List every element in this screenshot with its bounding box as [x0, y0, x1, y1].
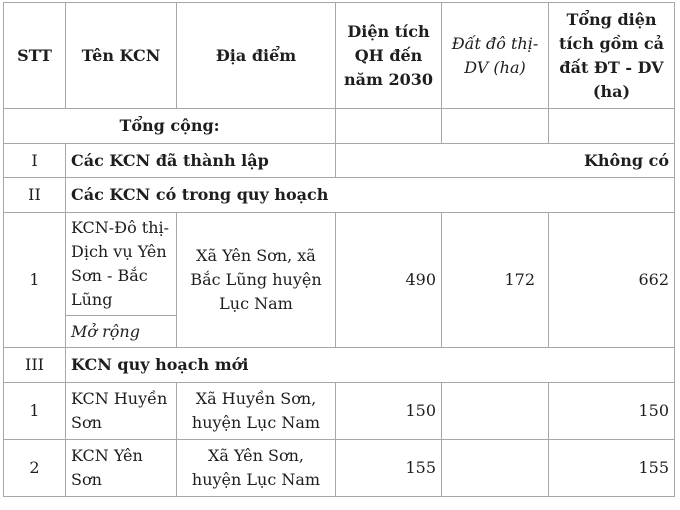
row-3-1-dia-diem: Xã Huyền Sơn, huyện Lục Nam	[177, 383, 336, 440]
header-ten-kcn: Tên KCN	[66, 3, 177, 109]
row-3-2-dia-diem: Xã Yên Sơn, huyện Lục Nam	[177, 440, 336, 497]
total-row	[4, 109, 675, 144]
table-row	[4, 213, 675, 316]
section-3-label: KCN quy hoạch mới	[66, 348, 675, 383]
row-2-1-dia-diem: Xã Yên Sơn, xã Bắc Lũng huyện Lục Nam	[177, 213, 336, 348]
row-3-1-dat-do-thi	[442, 383, 549, 440]
section-3-stt: III	[4, 348, 66, 383]
header-dat-do-thi: Đất đô thị-DV (ha)	[442, 3, 549, 109]
row-3-2-ten: KCN Yên Sơn	[66, 440, 177, 497]
total-tong-cell	[549, 109, 675, 144]
row-2-1-tong: 662	[549, 213, 675, 348]
section-2-label: Các KCN có trong quy hoạch	[66, 178, 675, 213]
header-dia-diem: Địa điểm	[177, 3, 336, 109]
section-row-3	[4, 348, 675, 383]
total-dien-tich-cell	[336, 109, 442, 144]
row-3-1-tong: 150	[549, 383, 675, 440]
row-3-2-tong: 155	[549, 440, 675, 497]
row-3-1-dien-tich: 150	[336, 383, 442, 440]
industrial-zone-table	[3, 2, 675, 497]
section-1-label: Các KCN đã thành lập	[66, 144, 336, 178]
header-dien-tich: Diện tích QH đến năm 2030	[336, 3, 442, 109]
row-2-1-mo-rong: Mở rộng	[66, 316, 177, 348]
section-1-stt: I	[4, 144, 66, 178]
total-label: Tổng cộng:	[4, 109, 336, 144]
header-tong-dien-tich: Tổng diện tích gồm cả đất ĐT - DV (ha)	[549, 3, 675, 109]
total-dat-do-thi-cell	[442, 109, 549, 144]
row-2-1-dien-tich: 490	[336, 213, 442, 348]
table-row	[4, 440, 675, 497]
row-2-1-dat-do-thi: 172	[442, 213, 549, 348]
row-3-2-dat-do-thi	[442, 440, 549, 497]
row-3-2-stt: 2	[4, 440, 66, 497]
section-1-note: Không có	[336, 144, 675, 178]
row-3-2-dien-tich: 155	[336, 440, 442, 497]
section-row-1	[4, 144, 675, 178]
header-row	[4, 3, 675, 109]
table-row	[4, 383, 675, 440]
row-2-1-ten: KCN-Đô thị-Dịch vụ Yên Sơn - Bắc Lũng	[66, 213, 177, 316]
row-3-1-ten: KCN Huyền Sơn	[66, 383, 177, 440]
section-2-stt: II	[4, 178, 66, 213]
section-row-2	[4, 178, 675, 213]
row-2-1-stt: 1	[4, 213, 66, 348]
row-3-1-stt: 1	[4, 383, 66, 440]
header-stt: STT	[4, 3, 66, 109]
